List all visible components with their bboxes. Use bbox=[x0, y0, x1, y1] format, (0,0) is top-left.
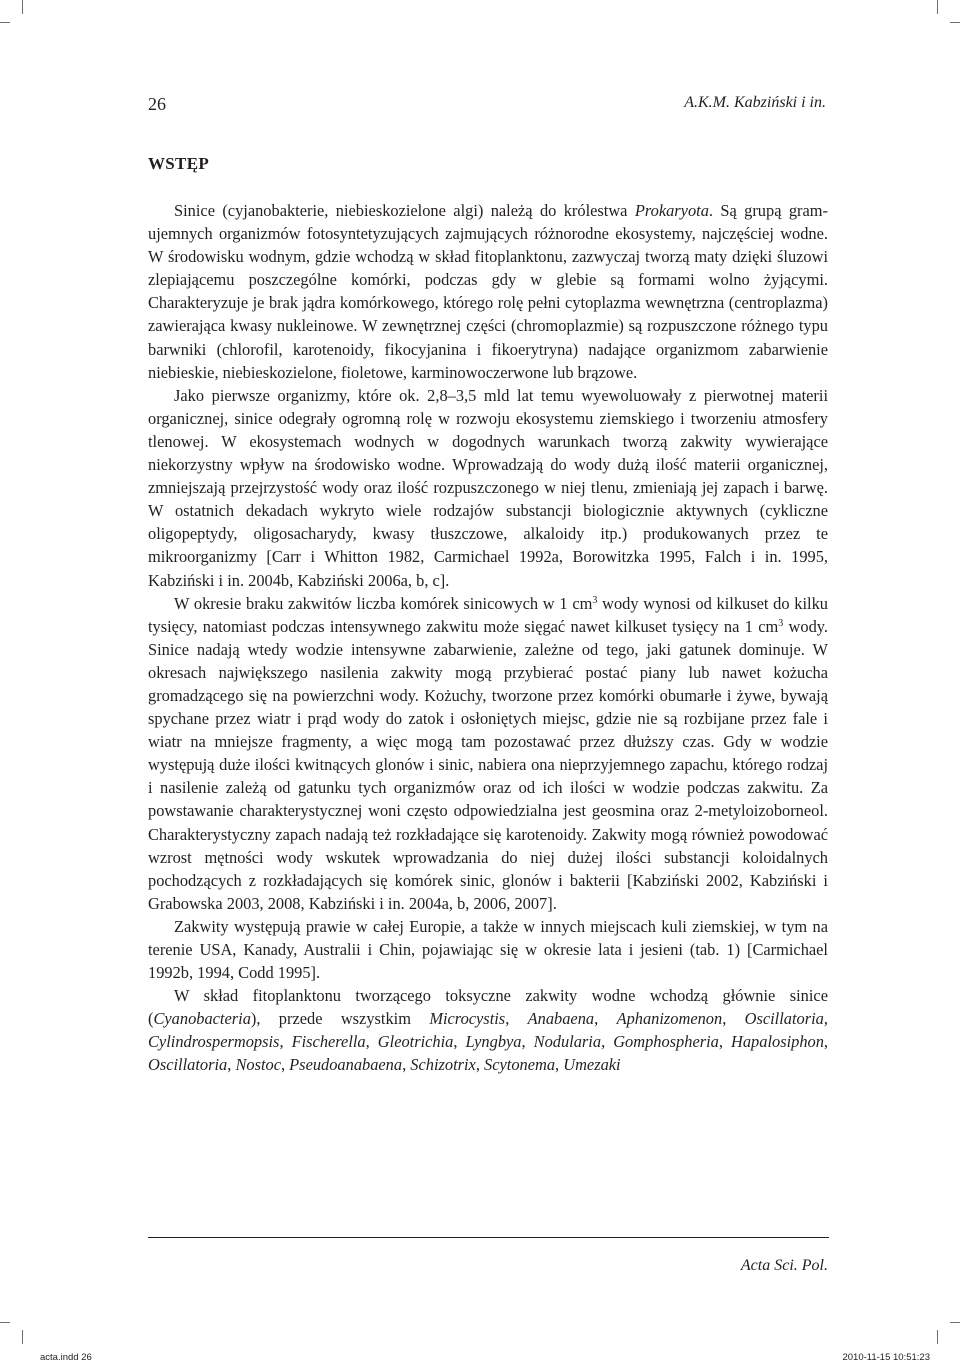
taxon-name: Hapalosiphon bbox=[731, 1032, 824, 1052]
taxon-name: Umezaki bbox=[563, 1055, 621, 1075]
text-run: , bbox=[279, 1032, 292, 1052]
paragraph bbox=[148, 199, 828, 384]
text-run: , bbox=[594, 1009, 617, 1029]
text-run: , bbox=[722, 1009, 745, 1029]
superscript: 3 bbox=[778, 617, 784, 629]
body-text bbox=[148, 199, 828, 1077]
text-run: , bbox=[453, 1032, 466, 1052]
taxon-name: Schizotrix bbox=[410, 1055, 476, 1075]
text-run: W skład fitoplanktonu tworzącego toksyczne zakwity wodne wchodzą głównie sinice ( bbox=[148, 986, 828, 1029]
taxon-name: Nodularia bbox=[533, 1032, 602, 1052]
crop-mark bbox=[937, 0, 938, 14]
paragraph bbox=[148, 915, 828, 984]
text-run: , bbox=[475, 1055, 485, 1075]
taxon-name: Oscillatoria bbox=[744, 1009, 824, 1029]
paragraph bbox=[148, 384, 828, 592]
text-run: . Są grupą gram-ujemnych organizmów fotosyntetyzujących zajmujących różnorodne ekosystemy, najczęściej wodne. W środowisku wodnym, gdzie wchodzą w skład fitoplanktonu, zazwyczaj tworzą maty dzięki śluzowi zlepiającemu poszczególne komórki, podczas gdy w glebie są formami wolno żyjącymi. Charakteryzuje je brak jądra komórkowego, którego rolę pełni cytoplazma wewnętrzna (centroplazma) zawierająca kwasy nukleinowe. W zewnętrznej części (chromoplazmie) są rozpuszczone różnego typu barwniki (chlorofil, karotenoidy, fikocyjanina i fikoerytryna) nadające organizmom zabarwienie niebieskie, niebieskozielone, fioletowe, karminowoczerwone lub brązowe. bbox=[148, 201, 828, 382]
text-run: wody. Sinice nadają wtedy wodzie intensywne zabarwienie, zależne od tego, jaki gatunek dominuje. W okresach największego nasilenia zakwity mogą przybierać postać piany lub nawet kożucha gromadzącego się na powierzchni wody. Kożuchy, tworzone przez komórki obumarłe i żywe, bywają spychane przez wiatr i prąd wody do zatok i osłoniętych miejsc, gdzie nie są rozbijane przez fale i wiatr na mniejsze fragmenty, a więc mogą tam pozostawać przez dłuższy czas. Gdy w wodzie występują duże ilości kwitnących glonów i sinic, nabiera ona nieprzyjemnego zapachu, którego rodzaj i nasilenie zależą od gatunku tych organizmów oraz od ich ilości w wodzie podczas zakwitu. Za powstawanie charakterystycznej woni często odpowiedzialna jest geosmina oraz 2-metyloizoborneol. Charakterystyczny zapach nadają też rozkładające się karotenoidy. Zakwity mogą również powodować wzrost mętności wody wskutek wprowadzania do niej dużej ilości substancji koloidalnych pochodzących z rozkładających się komórek sinic, glonów i bakterii [Kabziński 2002, Kabziński i Grabowska 2003, 2008, Kabziński i in. 2004a, b, 2006, 2007]. bbox=[148, 616, 828, 913]
taxon-name: Scytonema bbox=[484, 1055, 556, 1075]
slug-timestamp: 2010-11-15 10:51:23 bbox=[842, 1352, 930, 1363]
running-head: A.K.M. Kabziński i in. bbox=[684, 94, 826, 111]
taxon-name: Oscillatoria bbox=[148, 1055, 228, 1075]
taxon-name: Gomphospheria bbox=[613, 1032, 719, 1052]
text-run: ), przede wszystkim bbox=[250, 1009, 430, 1029]
text-run: Zakwity występują prawie w całej Europie, a także w innych miejscach kuli ziemskiej, w tym na terenie USA, Kanady, Australii i Chin, pojawiając się w okresie lata i jesieni (tab. 1) [Carmichael 1992b, 1994, Codd 1995]. bbox=[148, 916, 828, 983]
slug-file: acta.indd 26 bbox=[40, 1352, 92, 1363]
text-run: , bbox=[505, 1009, 528, 1029]
section-heading: WSTĘP bbox=[148, 154, 210, 173]
text-run: wody wynosi od kilkuset do kilku tysięcy, natomiast podczas intensywnego zakwitu może sięgać nawet kilkuset tysięcy na 1 cm bbox=[148, 593, 828, 636]
text-run: W okresie braku zakwitów liczba komórek sinicowych w 1 cm bbox=[174, 593, 593, 613]
taxon-name: Fischerella bbox=[291, 1032, 366, 1052]
superscript: 3 bbox=[592, 594, 598, 606]
paragraph bbox=[148, 592, 828, 915]
crop-mark bbox=[937, 1330, 938, 1344]
paragraph bbox=[148, 984, 828, 1076]
taxon-name: Prokaryota bbox=[634, 201, 709, 220]
taxon-name: Lyngbya bbox=[465, 1032, 522, 1052]
crop-mark bbox=[22, 0, 23, 14]
page-number: 26 bbox=[148, 94, 166, 114]
taxon-name: Microcystis bbox=[429, 1009, 506, 1029]
text-run: , bbox=[823, 1032, 829, 1052]
footer-rule bbox=[148, 1237, 829, 1238]
taxon-name: Aphanizomenon bbox=[616, 1009, 723, 1029]
text-run: Jako pierwsze organizmy, które ok. 2,8–3,5 mld lat temu wyewoluowały z pierwotnej materii organicznej, sinice odegrały ogromną rolę w rozwoju ekosystemu ziemskiego i tworzeniu atmosfery tlenowej. W ekosystemach wodnych w dogodnych warunkach tworzą zakwity wywierające niekorzystny wpływ na środowisko wodne. Wprowadzają do wody dużą ilość materii organicznej, zmniejszają przejrzystość wody oraz ilość rozpuszczonego w niej tlenu, zmieniają jej zapach i barwę. W ostatnich dekadach wykryto wiele rodzajów substancji biologicznie aktywnych (cykliczne oligopeptydy, oligosacharydy, kwasy tłuszczowe, alkaloidy itp.) produkowanych przez te mikroorganizmy [Carr i Whitton 1982, Carmichael 1992a, Borowitzka 1995, Falch i in. 1995, Kabziński i in. 2004b, Kabziński 2006a, b, c]. bbox=[148, 385, 828, 590]
text-run: , bbox=[823, 1009, 828, 1029]
crop-mark bbox=[22, 1330, 23, 1344]
text-run: , bbox=[402, 1055, 411, 1075]
crop-mark bbox=[0, 22, 10, 23]
crop-mark bbox=[950, 22, 960, 23]
text-run: , bbox=[601, 1032, 614, 1052]
journal-name: Acta Sci. Pol. bbox=[740, 1257, 828, 1274]
crop-mark bbox=[0, 1322, 10, 1323]
text-run: , bbox=[280, 1055, 290, 1075]
text-run: , bbox=[521, 1032, 534, 1052]
text-run: Sinice (cyjanobakterie, niebieskozielone algi) należą do królestwa bbox=[174, 201, 635, 220]
text-run: , bbox=[555, 1055, 564, 1075]
text-run: , bbox=[227, 1055, 236, 1075]
taxon-name: Anabaena bbox=[527, 1009, 595, 1029]
text-run: , bbox=[365, 1032, 378, 1052]
taxon-name: Gleotrichia bbox=[377, 1032, 454, 1052]
taxon-name: Pseudoanabaena bbox=[289, 1055, 403, 1075]
text-run: , bbox=[718, 1032, 732, 1052]
taxon-name: Cylindrospermopsis bbox=[148, 1032, 280, 1052]
crop-mark bbox=[950, 1322, 960, 1323]
taxon-name: Nostoc bbox=[235, 1055, 281, 1075]
taxon-name: Cyanobacteria bbox=[153, 1009, 251, 1029]
